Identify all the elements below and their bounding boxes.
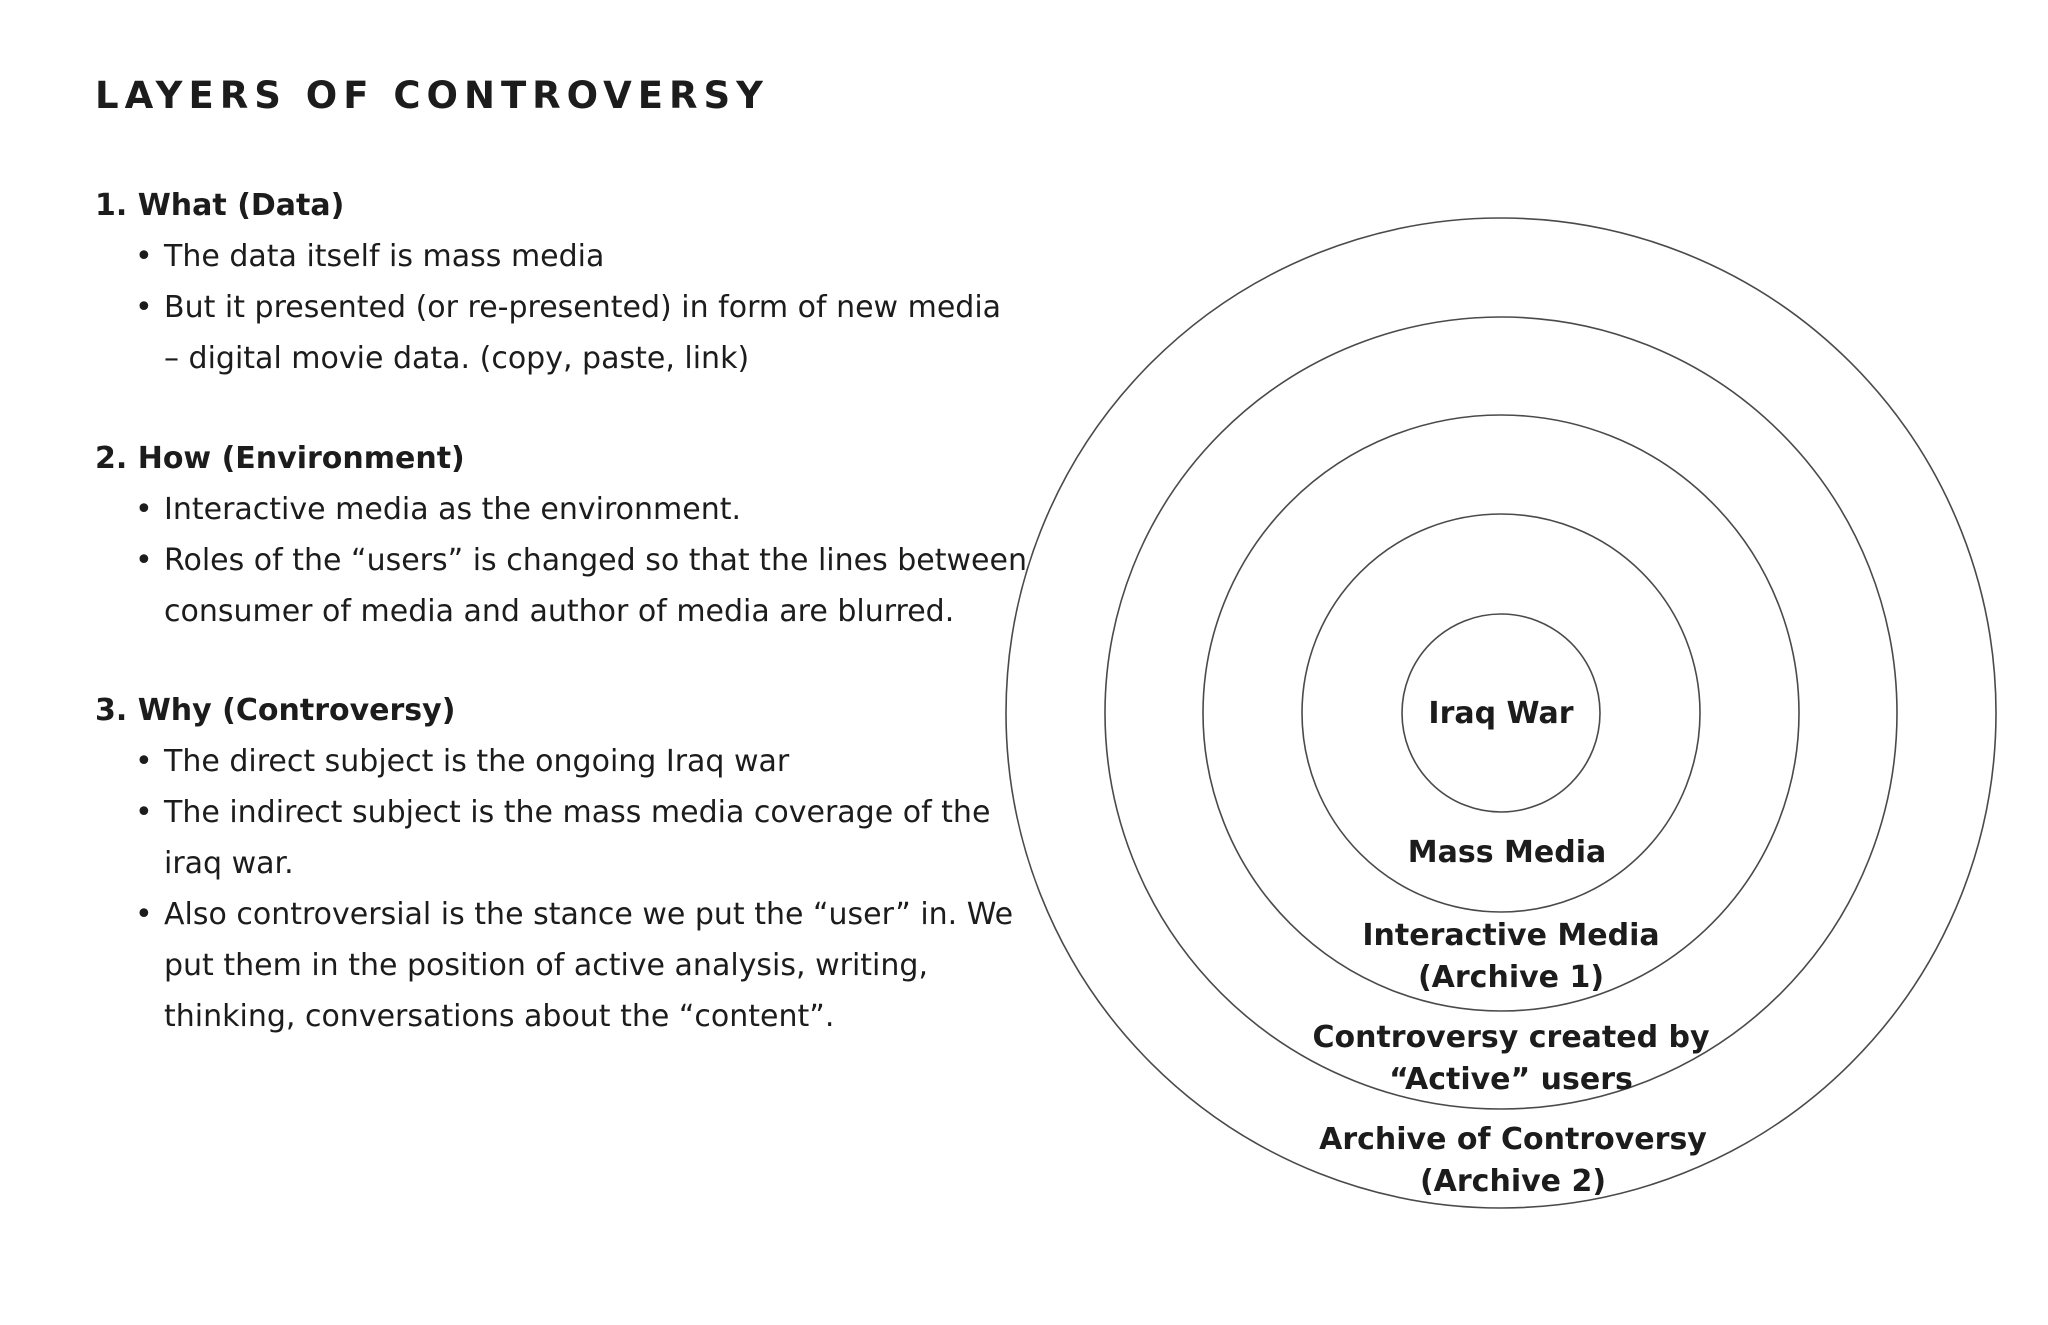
bullet-text-continued: iraq war. <box>164 846 294 881</box>
bullet-dot-icon: • <box>135 897 153 932</box>
bullet-text: The indirect subject is the mass media coverage of the <box>164 795 991 830</box>
bullet-text: The data itself is mass media <box>164 239 605 274</box>
section-heading: 3. Why (Controversy) <box>95 693 456 728</box>
ring-label-archive-of-controversy-sub: (Archive 2) <box>1419 1164 1607 1199</box>
ring-label-interactive-media: Interactive Media <box>1362 918 1660 953</box>
section-heading: 1. What (Data) <box>95 188 345 223</box>
bullet-text-continued: – digital movie data. (copy, paste, link) <box>164 341 750 376</box>
bullet-dot-icon: • <box>135 795 153 830</box>
ring-label-mass-media: Mass Media <box>1407 835 1607 870</box>
bullet-text: Roles of the “users” is changed so that the lines between <box>164 543 1027 578</box>
bullet-text-continued: thinking, conversations about the “content”. <box>164 999 835 1034</box>
bullet-dot-icon: • <box>135 744 153 779</box>
ring-label-archive-of-controversy: Archive of Controversy <box>1319 1122 1707 1157</box>
bullet-text: Interactive media as the environment. <box>164 492 742 527</box>
ring-label-controversy-sub: “Active” users <box>1389 1062 1633 1097</box>
bullet-text: But it presented (or re-presented) in form of new media <box>164 290 1002 325</box>
section-heading: 2. How (Environment) <box>95 441 465 476</box>
bullet-text: Also controversial is the stance we put the “user” in. We <box>164 897 1014 932</box>
ring-label-interactive-media-sub: (Archive 1) <box>1417 960 1605 995</box>
page-title: LAYERS OF CONTROVERSY <box>95 74 769 117</box>
ring-label-controversy: Controversy created by <box>1312 1020 1710 1055</box>
bullet-text-continued: consumer of media and author of media are blurred. <box>164 594 955 629</box>
bullet-text: The direct subject is the ongoing Iraq war <box>164 744 790 779</box>
bullet-dot-icon: • <box>135 290 153 325</box>
bullet-dot-icon: • <box>135 492 153 527</box>
bullet-dot-icon: • <box>135 543 153 578</box>
ring-label-iraq-war: Iraq War <box>1428 696 1574 731</box>
bullet-dot-icon: • <box>135 239 153 274</box>
bullet-text-continued: put them in the position of active analysis, writing, <box>164 948 928 983</box>
